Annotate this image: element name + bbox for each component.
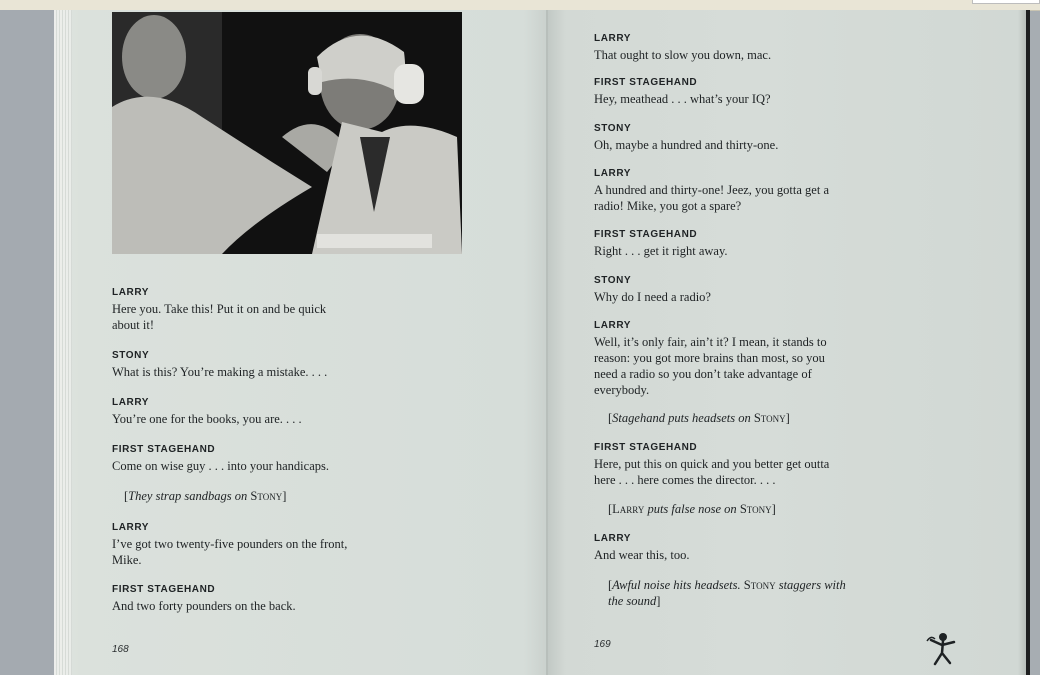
dialogue-line: radio! Mike, you got a spare? xyxy=(594,199,742,213)
stage-direction: [Stagehand puts headsets on Stony] xyxy=(608,411,790,425)
speaker-name: LARRY xyxy=(594,533,632,544)
dialogue-line: I’ve got two twenty-five pounders on the front, xyxy=(112,537,348,551)
speech-block xyxy=(594,441,829,488)
viewer-input-field[interactable] xyxy=(972,0,1040,4)
dialogue-line: A hundred and thirty-one! Jeez, you gotta get a xyxy=(594,183,829,197)
speaker-name: FIRST STAGEHAND xyxy=(594,442,698,453)
dialogue-line: need a radio so you don’t take advantage of xyxy=(594,367,812,381)
speaker-name: FIRST STAGEHAND xyxy=(112,584,216,595)
speech-block xyxy=(594,532,689,563)
dialogue-line: here . . . here comes the director. . . . xyxy=(594,473,776,487)
dialogue-line: Come on wise guy . . . into your handicaps. xyxy=(112,459,329,473)
speaker-name: STONY xyxy=(112,350,150,361)
dialogue-line: Well, it’s only fair, ain’t it? I mean, it stands to xyxy=(594,335,827,349)
speech-block xyxy=(594,76,771,107)
dialogue-line: Here, put this on quick and you better get outta xyxy=(594,457,830,471)
speech-block xyxy=(112,396,302,427)
speech-block xyxy=(594,122,778,153)
speech-block xyxy=(112,443,329,474)
speaker-name: FIRST STAGEHAND xyxy=(594,229,698,240)
photo-image xyxy=(112,12,462,254)
speech-block xyxy=(594,228,728,259)
speech-block xyxy=(594,274,711,305)
speech-block xyxy=(594,167,829,214)
dialogue-line: Here you. Take this! Put it on and be quick xyxy=(112,302,327,316)
dialogue-line: Right . . . get it right away. xyxy=(594,244,728,258)
speaker-name: LARRY xyxy=(594,33,632,44)
dialogue-line: That ought to slow you down, mac. xyxy=(594,48,772,62)
dialogue-line: about it! xyxy=(112,318,155,332)
dialogue-line: You’re one for the books, you are. . . . xyxy=(112,412,302,426)
dialogue-line: reason: you got more brains than most, so you xyxy=(594,351,825,365)
page-edge xyxy=(54,10,72,675)
left-page xyxy=(54,10,548,675)
stage-direction: [Awful noise hits headsets. Stony staggers with the sound] xyxy=(608,578,846,608)
speaker-name: FIRST STAGEHAND xyxy=(594,77,698,88)
speaker-name: STONY xyxy=(594,275,632,286)
speech-block xyxy=(112,349,327,380)
dialogue-line: And two forty pounders on the back. xyxy=(112,599,296,613)
book-spread xyxy=(54,10,1030,675)
right-page xyxy=(548,10,1026,675)
speaker-name: LARRY xyxy=(594,320,632,331)
dialogue-line: everybody. xyxy=(594,383,650,397)
speech-block xyxy=(594,32,771,63)
speech-block xyxy=(594,319,827,398)
dialogue-line: Mike. xyxy=(112,553,142,567)
bleed-through xyxy=(454,430,544,550)
dialogue-line: And wear this, too. xyxy=(594,548,690,562)
stage-direction: [Larry puts false nose on Stony] xyxy=(608,502,776,516)
speaker-name: LARRY xyxy=(112,397,150,408)
page-right-edge xyxy=(1026,10,1030,675)
dialogue-line: Why do I need a radio? xyxy=(594,290,711,304)
speaker-name: FIRST STAGEHAND xyxy=(112,444,216,455)
dialogue-line: What is this? You’re making a mistake. . . . xyxy=(112,365,328,379)
speech-block xyxy=(112,521,347,568)
speech-block xyxy=(112,583,296,614)
viewer-left-gutter xyxy=(0,10,54,675)
dancing-figure-icon xyxy=(923,631,963,666)
speaker-name: STONY xyxy=(594,123,632,134)
speaker-name: LARRY xyxy=(594,168,632,179)
dialogue-line: Oh, maybe a hundred and thirty-one. xyxy=(594,138,779,152)
stage-direction: [They strap sandbags on Stony] xyxy=(124,489,287,503)
speech-block xyxy=(112,286,326,333)
speaker-name: LARRY xyxy=(112,287,150,298)
dialogue-line: Hey, meathead . . . what’s your IQ? xyxy=(594,92,771,106)
speaker-name: LARRY xyxy=(112,522,150,533)
stage-photograph xyxy=(112,12,462,254)
page-number: 168 xyxy=(112,644,129,655)
page-number: 169 xyxy=(594,639,611,650)
